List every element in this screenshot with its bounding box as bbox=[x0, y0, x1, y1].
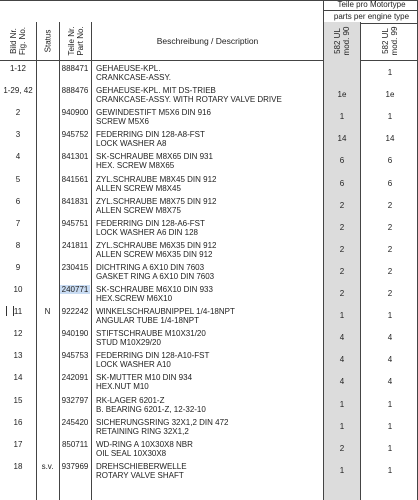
qty-type2-cell: 4 bbox=[387, 377, 393, 387]
qty-type2-cell: 6 bbox=[387, 178, 393, 188]
table-row bbox=[0, 61, 418, 83]
header-type-1 bbox=[324, 22, 360, 60]
qty-type1-cell: 2 bbox=[339, 266, 345, 276]
description-en: HEX. SCREW M8X65 bbox=[96, 161, 175, 171]
part-no-cell[interactable]: 888471 bbox=[61, 64, 89, 73]
part-no-cell[interactable]: 945752 bbox=[61, 130, 89, 140]
description-de: SK-MUTTER M10 DIN 934 bbox=[96, 373, 193, 383]
table-row bbox=[0, 149, 418, 171]
fig-no-cell: 16 bbox=[13, 417, 23, 427]
qty-type1-cell: 14 bbox=[337, 134, 347, 144]
description-de: ZYL.SCHRAUBE M8X75 DIN 912 bbox=[96, 196, 217, 206]
qty-type2-cell: 4 bbox=[387, 355, 393, 365]
description-de: ZYL.SCHRAUBE M8X45 DIN 912 bbox=[96, 174, 217, 184]
table-header bbox=[0, 22, 418, 61]
qty-type1-cell: 4 bbox=[339, 333, 345, 343]
part-no-cell[interactable]: 240771 bbox=[61, 285, 89, 294]
qty-type2-cell: 1 bbox=[387, 112, 393, 122]
qty-type2-cell: 2 bbox=[387, 222, 393, 232]
header-parts-per-type-de: Teile pro Motortype bbox=[323, 0, 418, 10]
fig-no-cell: 15 bbox=[13, 395, 23, 405]
description-cell bbox=[96, 219, 322, 237]
table-row bbox=[0, 238, 418, 260]
table-row bbox=[0, 83, 418, 105]
description-de: SK-SCHRAUBE M8X65 DIN 931 bbox=[96, 152, 213, 162]
header-teile-nr: Teile Nr. bbox=[66, 26, 76, 56]
fig-no-cell: 8 bbox=[15, 240, 21, 250]
description-cell bbox=[96, 396, 322, 414]
description-en: ALLEN SCREW M6X35 DIN 912 bbox=[96, 249, 213, 259]
header-type2-line1: 582 UL bbox=[380, 28, 390, 54]
description-cell bbox=[96, 351, 322, 369]
part-no-cell[interactable]: 945753 bbox=[61, 351, 89, 361]
description-de: FEDERRING DIN 128-A10-FST bbox=[96, 351, 210, 361]
part-no-cell[interactable]: 888476 bbox=[61, 86, 89, 96]
qty-type1-cell: 1 bbox=[339, 399, 345, 409]
part-no-cell[interactable]: 841831 bbox=[61, 196, 89, 206]
part-no-cell[interactable]: 932797 bbox=[61, 395, 89, 405]
fig-no-cell: 5 bbox=[15, 174, 21, 184]
fig-no-cell: 7 bbox=[15, 218, 21, 228]
fig-no-cell: 18 bbox=[13, 461, 23, 471]
qty-type2-cell: 1e bbox=[385, 90, 395, 100]
status-cell: N bbox=[44, 307, 51, 317]
description-en: ALLEN SCREW M8X75 bbox=[96, 205, 181, 215]
table-row bbox=[0, 304, 418, 326]
description-de: WD-RING A 10X30X8 NBR bbox=[96, 439, 193, 449]
description-en: ALLEN SCREW M8X45 bbox=[96, 183, 181, 193]
part-no-cell[interactable]: 841561 bbox=[61, 174, 89, 184]
qty-type2-cell: 6 bbox=[387, 156, 393, 166]
qty-type2-cell: 2 bbox=[387, 244, 393, 254]
qty-type1-cell: 4 bbox=[339, 355, 345, 365]
description-en: RETAINING RING 32X1,2 bbox=[96, 426, 189, 436]
description-de: SICHERUNGSRING 32X1,2 DIN 472 bbox=[96, 417, 229, 427]
qty-type1-cell: 6 bbox=[339, 178, 345, 188]
qty-type1-cell: 6 bbox=[339, 156, 345, 166]
fig-no-cell: 12 bbox=[13, 329, 23, 339]
description-de: FEDERRING DIN 128-A8-FST bbox=[96, 130, 205, 140]
table-row bbox=[0, 172, 418, 194]
qty-type2-cell: 1 bbox=[387, 68, 393, 77]
header-parts-per-type-en: parts per engine type bbox=[323, 10, 418, 24]
part-no-cell[interactable]: 940190 bbox=[61, 329, 89, 339]
fig-no-cell: 11 bbox=[13, 307, 23, 317]
table-row bbox=[0, 127, 418, 149]
header-type2-line2: mod. 99 bbox=[389, 26, 399, 56]
table-row bbox=[0, 216, 418, 238]
part-no-cell[interactable]: 242091 bbox=[61, 373, 89, 383]
header-type-2 bbox=[361, 22, 418, 60]
description-cell bbox=[96, 418, 322, 436]
qty-type1-cell: 4 bbox=[339, 377, 345, 387]
status-cell: s.v. bbox=[41, 461, 54, 471]
description-cell bbox=[96, 108, 322, 126]
description-en: LOCK WASHER A10 bbox=[96, 360, 171, 370]
part-no-cell[interactable]: 937969 bbox=[61, 461, 89, 471]
description-de: FEDERRING DIN 128-A6-FST bbox=[96, 218, 205, 228]
qty-type2-cell: 1 bbox=[387, 465, 393, 475]
part-no-cell[interactable]: 940900 bbox=[61, 108, 89, 118]
description-cell bbox=[96, 373, 322, 391]
description-en: HEX.NUT M10 bbox=[96, 382, 149, 392]
table-row bbox=[0, 459, 418, 481]
fig-no-cell: 9 bbox=[15, 262, 21, 272]
qty-type2-cell: 4 bbox=[387, 333, 393, 343]
description-en: SCREW M5X6 bbox=[96, 117, 149, 127]
qty-type1-cell: 1 bbox=[339, 311, 345, 321]
table-row bbox=[0, 194, 418, 216]
description-en: ROTARY VALVE SHAFT bbox=[96, 470, 184, 480]
qty-type1-cell: 1 bbox=[339, 421, 345, 431]
description-cell bbox=[96, 64, 322, 82]
header-status-label: Status bbox=[43, 29, 53, 53]
header-description: Beschreibung / Description bbox=[156, 36, 259, 46]
description-cell bbox=[96, 285, 322, 303]
description-cell bbox=[96, 462, 322, 480]
table-row bbox=[0, 348, 418, 370]
description-de: ZYL.SCHRAUBE M6X35 DIN 912 bbox=[96, 240, 217, 250]
fig-no-cell: 10 bbox=[13, 285, 23, 294]
description-en: LOCK WASHER A8 bbox=[96, 139, 167, 149]
qty-type1-cell: 2 bbox=[339, 244, 345, 254]
fig-no-cell: 3 bbox=[15, 130, 21, 140]
qty-type1-cell: 2 bbox=[339, 200, 345, 210]
table-row bbox=[0, 326, 418, 348]
qty-type2-cell: 2 bbox=[387, 266, 393, 276]
fig-no-cell: 13 bbox=[13, 351, 23, 361]
qty-type1-cell: 1 bbox=[339, 465, 345, 475]
description-en: STUD M10X29/20 bbox=[96, 338, 161, 348]
qty-type1-cell: 2 bbox=[339, 289, 345, 298]
description-cell bbox=[96, 263, 322, 281]
table-row bbox=[0, 393, 418, 415]
part-no-cell[interactable]: 922242 bbox=[61, 307, 89, 317]
part-no-cell[interactable]: 230415 bbox=[61, 262, 89, 272]
description-de: SK-SCHRAUBE M6X10 DIN 933 bbox=[96, 285, 213, 294]
description-cell bbox=[96, 86, 322, 104]
fig-no-cell: 2 bbox=[15, 108, 21, 118]
description-cell bbox=[96, 152, 322, 170]
header-bild-nr: Bild Nr. bbox=[9, 28, 18, 54]
table-row bbox=[0, 370, 418, 392]
qty-type2-cell: 1 bbox=[387, 399, 393, 409]
description-en: B. BEARING 6201-Z, 12-32-10 bbox=[96, 404, 206, 414]
part-no-cell[interactable]: 945751 bbox=[61, 218, 89, 228]
part-no-cell[interactable]: 841301 bbox=[61, 152, 89, 162]
fig-no-cell: 6 bbox=[15, 196, 21, 206]
description-de: GEHAEUSE-KPL. MIT DS-TRIEB bbox=[96, 86, 216, 96]
qty-type2-cell: 1 bbox=[387, 311, 393, 321]
table-row bbox=[0, 415, 418, 437]
qty-type2-cell: 14 bbox=[385, 134, 395, 144]
description-cell bbox=[96, 197, 322, 215]
qty-type2-cell: 1 bbox=[387, 443, 393, 453]
description-en: GASKET RING A 6X10 DIN 7603 bbox=[96, 271, 215, 281]
description-en: ANGULAR TUBE 1/4-18NPT bbox=[96, 316, 199, 326]
header-status bbox=[37, 22, 59, 60]
description-cell bbox=[96, 130, 322, 148]
header-part-no bbox=[60, 22, 91, 60]
description-en: LOCK WASHER A6 DIN 128 bbox=[96, 227, 198, 237]
description-en: OIL SEAL 10X30X8 bbox=[96, 448, 167, 458]
description-cell bbox=[96, 329, 322, 347]
header-type1-line2: mod. 90 bbox=[342, 26, 351, 56]
qty-type2-cell: 1 bbox=[387, 421, 393, 431]
fig-no-cell: 1-12 bbox=[9, 64, 26, 73]
header-fig-no bbox=[0, 22, 36, 60]
description-de: GEWINDESTIFT M5X6 DIN 916 bbox=[96, 108, 211, 118]
change-marker-icon bbox=[6, 306, 14, 316]
description-en: CRANKCASE-ASSY. WITH ROTARY VALVE DRIVE bbox=[96, 95, 282, 105]
qty-type1-cell: 1 bbox=[339, 112, 345, 122]
fig-no-cell: 1-29, 42 bbox=[3, 86, 33, 96]
description-cell bbox=[96, 241, 322, 259]
table-row bbox=[0, 105, 418, 127]
fig-no-cell: 4 bbox=[15, 152, 21, 162]
qty-type2-cell: 2 bbox=[387, 289, 393, 298]
description-de: GEHAEUSE-KPL. bbox=[96, 64, 161, 73]
table-row bbox=[0, 437, 418, 459]
header-part-no-label: Part No. bbox=[75, 26, 85, 56]
qty-type1-cell: 2 bbox=[339, 443, 345, 453]
description-en: CRANKCASE-ASSY. bbox=[96, 73, 171, 82]
part-no-cell[interactable]: 850711 bbox=[61, 439, 89, 449]
part-no-cell[interactable]: 241811 bbox=[61, 240, 89, 250]
description-cell bbox=[96, 175, 322, 193]
description-de: WINKELSCHRAUBNIPPEL 1/4-18NPT bbox=[96, 307, 235, 317]
qty-type2-cell: 2 bbox=[387, 200, 393, 210]
header-type1-line1: 582 UL bbox=[333, 28, 342, 54]
description-de: STIFTSCHRAUBE M10X31/20 bbox=[96, 329, 206, 339]
qty-type1-cell: 2 bbox=[339, 222, 345, 232]
fig-no-cell: 17 bbox=[13, 439, 23, 449]
description-cell bbox=[96, 307, 322, 325]
table-row bbox=[0, 282, 418, 304]
part-no-cell[interactable]: 245420 bbox=[61, 417, 89, 427]
description-de: RK-LAGER 6201-Z bbox=[96, 395, 165, 405]
description-en: HEX.SCREW M6X10 bbox=[96, 294, 173, 303]
table-row bbox=[0, 260, 418, 282]
description-cell bbox=[96, 440, 322, 458]
description-de: DREHSCHIEBERWELLE bbox=[96, 461, 187, 471]
qty-type1-cell: 1e bbox=[337, 90, 347, 100]
fig-no-cell: 14 bbox=[13, 373, 23, 383]
description-de: DICHTRING A 6X10 DIN 7603 bbox=[96, 262, 205, 272]
header-fig-no-label: Fig. No. bbox=[18, 26, 27, 56]
